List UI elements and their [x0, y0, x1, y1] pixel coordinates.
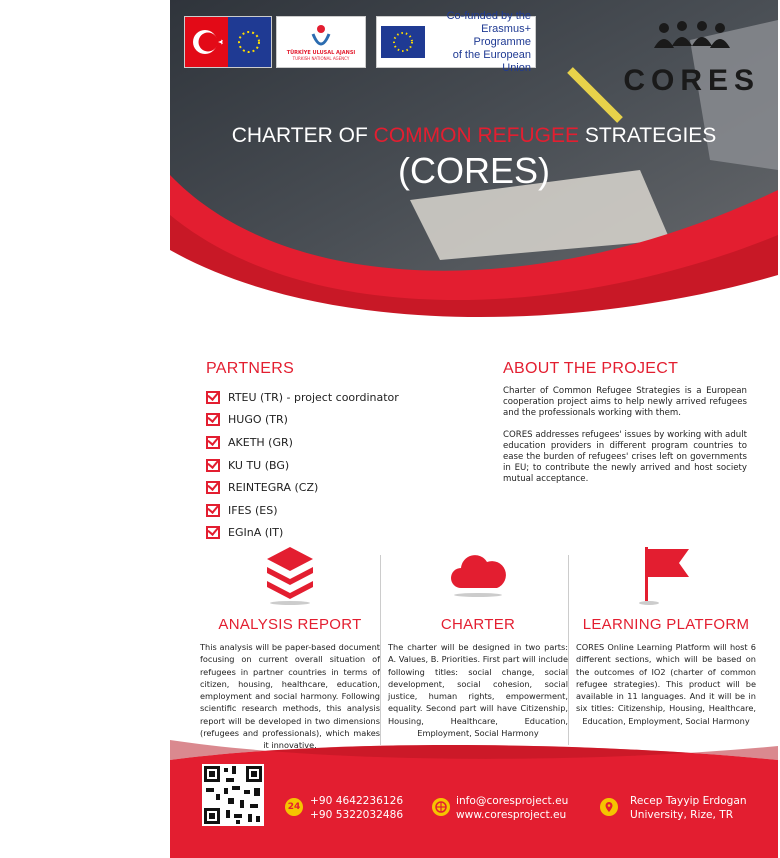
cofunded-text: [431, 10, 531, 75]
eu-flag-icon: [381, 26, 425, 58]
charter-column: [388, 540, 568, 739]
flyer-page: [170, 0, 778, 858]
agency-name-en: TURKISH NATIONAL AGENCY: [292, 55, 350, 61]
email-link[interactable]: info@coresproject.eu: [456, 795, 569, 807]
agency-name: TÜRKİYE ULUSAL AJANSI: [286, 49, 356, 56]
sponsor-logos: [184, 9, 536, 74]
analysis-report-column: [200, 540, 380, 752]
charter-text: The charter will be designed in two parts: A. Values, B. Priorities. First part will include following titles: social change, social development, social cohesion, social justice, human rights, empowerment, equality. Second part will have Citizenship, Housing, Healthcare, Education, Employment, Social Harmony: [388, 642, 568, 739]
globe-icon: [432, 798, 450, 816]
partner-label: HUGO (TR): [228, 413, 288, 427]
cofunded-line-3: of the European Union: [452, 48, 531, 74]
partner-item: [206, 409, 399, 432]
main-title: [170, 124, 778, 148]
partner-item: [206, 431, 399, 454]
checkbox-icon: [206, 526, 220, 539]
about-section: [503, 360, 747, 485]
erasmus-logo: [376, 9, 536, 74]
learning-platform-text: CORES Online Learning Platform will host 6 different sections, which will be based on the outcomes of IO2 (charter of common refugee strategies). This product will be available in 11 languages. And it will be in six titles: Citizenship, Housing, Healthcare, Education, Employment, Social Harmony: [576, 642, 756, 726]
partners-section: [206, 360, 399, 544]
phone-numbers: [310, 794, 403, 822]
title-part-1: CHARTER OF: [231, 124, 374, 147]
learning-platform-heading: LEARNING PLATFORM: [582, 616, 750, 633]
partner-label: IFES (ES): [228, 503, 278, 517]
agency-figure-icon: [309, 24, 333, 50]
learning-platform-column: [576, 540, 756, 727]
address-line-1: Recep Tayyip Erdogan: [630, 795, 747, 807]
turkey-eu-flag-logo: [184, 16, 272, 68]
about-paragraph-2: CORES addresses refugees' issues by working with adult education providers in different program countries to ease the burden of refugees' crises left on governments in EU; to contribute the newly arrived and host society mutual acceptance.: [503, 430, 747, 484]
partner-label: REINTEGRA (CZ): [228, 481, 319, 495]
column-divider: [380, 555, 381, 745]
cofunded-line-2: Erasmus+ Programme: [473, 22, 531, 48]
qr-code[interactable]: [202, 764, 264, 826]
about-heading: ABOUT THE PROJECT: [503, 360, 679, 377]
partner-item: [206, 476, 399, 499]
partner-item: [206, 386, 399, 409]
column-divider: [568, 555, 569, 745]
hero-banner: [170, 0, 778, 330]
partners-list: [206, 386, 399, 544]
phone-24-icon: 24: [285, 798, 303, 816]
location-pin-icon: [600, 798, 618, 816]
partner-label: RTEU (TR) - project coordinator: [228, 390, 399, 404]
address-line-2: University, Rize, TR: [630, 809, 734, 821]
analysis-report-heading: ANALYSIS REPORT: [218, 616, 362, 633]
people-group-icon: [652, 20, 732, 54]
cloud-icon: [388, 540, 568, 610]
layers-icon: [200, 540, 380, 610]
about-paragraph-1: Charter of Common Refugee Strategies is a European cooperation project aims to help newly arrived refugees and the professionals working with them.: [503, 386, 747, 418]
checkbox-icon: [206, 459, 220, 472]
title-part-3: STRATEGIES: [579, 124, 717, 147]
charter-heading: CHARTER: [440, 616, 516, 633]
web-contacts: [456, 794, 568, 822]
checkbox-icon: [206, 436, 220, 449]
checkbox-icon: [206, 504, 220, 517]
footer: [170, 740, 778, 858]
phone-1[interactable]: +90 4642236126: [310, 795, 404, 807]
cores-wordmark: CORES: [623, 64, 760, 97]
analysis-report-text: This analysis will be paper-based document focusing on current overall situation of refugees in partner countries in terms of citizen, housing, healthcare, education, employment and social harmony. Following scientific research methods, this analysis report will be developed in two dimensions (refugees and professionals), which makes it innovative.: [200, 642, 380, 751]
partner-label: KU TU (BG): [228, 458, 290, 472]
partner-item: [206, 499, 399, 522]
cofunded-line-1: Co-funded by the: [446, 9, 531, 22]
turkish-national-agency-logo: [276, 16, 366, 68]
checkbox-icon: [206, 391, 220, 404]
turkey-flag-icon: [185, 17, 271, 67]
phone-2[interactable]: +90 5322032486: [310, 809, 404, 821]
main-subtitle: (CORES): [398, 150, 550, 191]
website-link[interactable]: www.coresproject.eu: [456, 809, 567, 821]
cores-logo: [623, 20, 760, 98]
checkbox-icon: [206, 481, 220, 494]
partner-item: [206, 454, 399, 477]
partner-label: EGInA (IT): [228, 526, 284, 540]
partner-label: AKETH (GR): [228, 435, 293, 449]
title-part-2: COMMON REFUGEE: [373, 124, 579, 147]
address: [630, 794, 747, 822]
partners-heading: PARTNERS: [206, 360, 295, 377]
checkbox-icon: [206, 413, 220, 426]
flag-icon: [576, 540, 756, 610]
